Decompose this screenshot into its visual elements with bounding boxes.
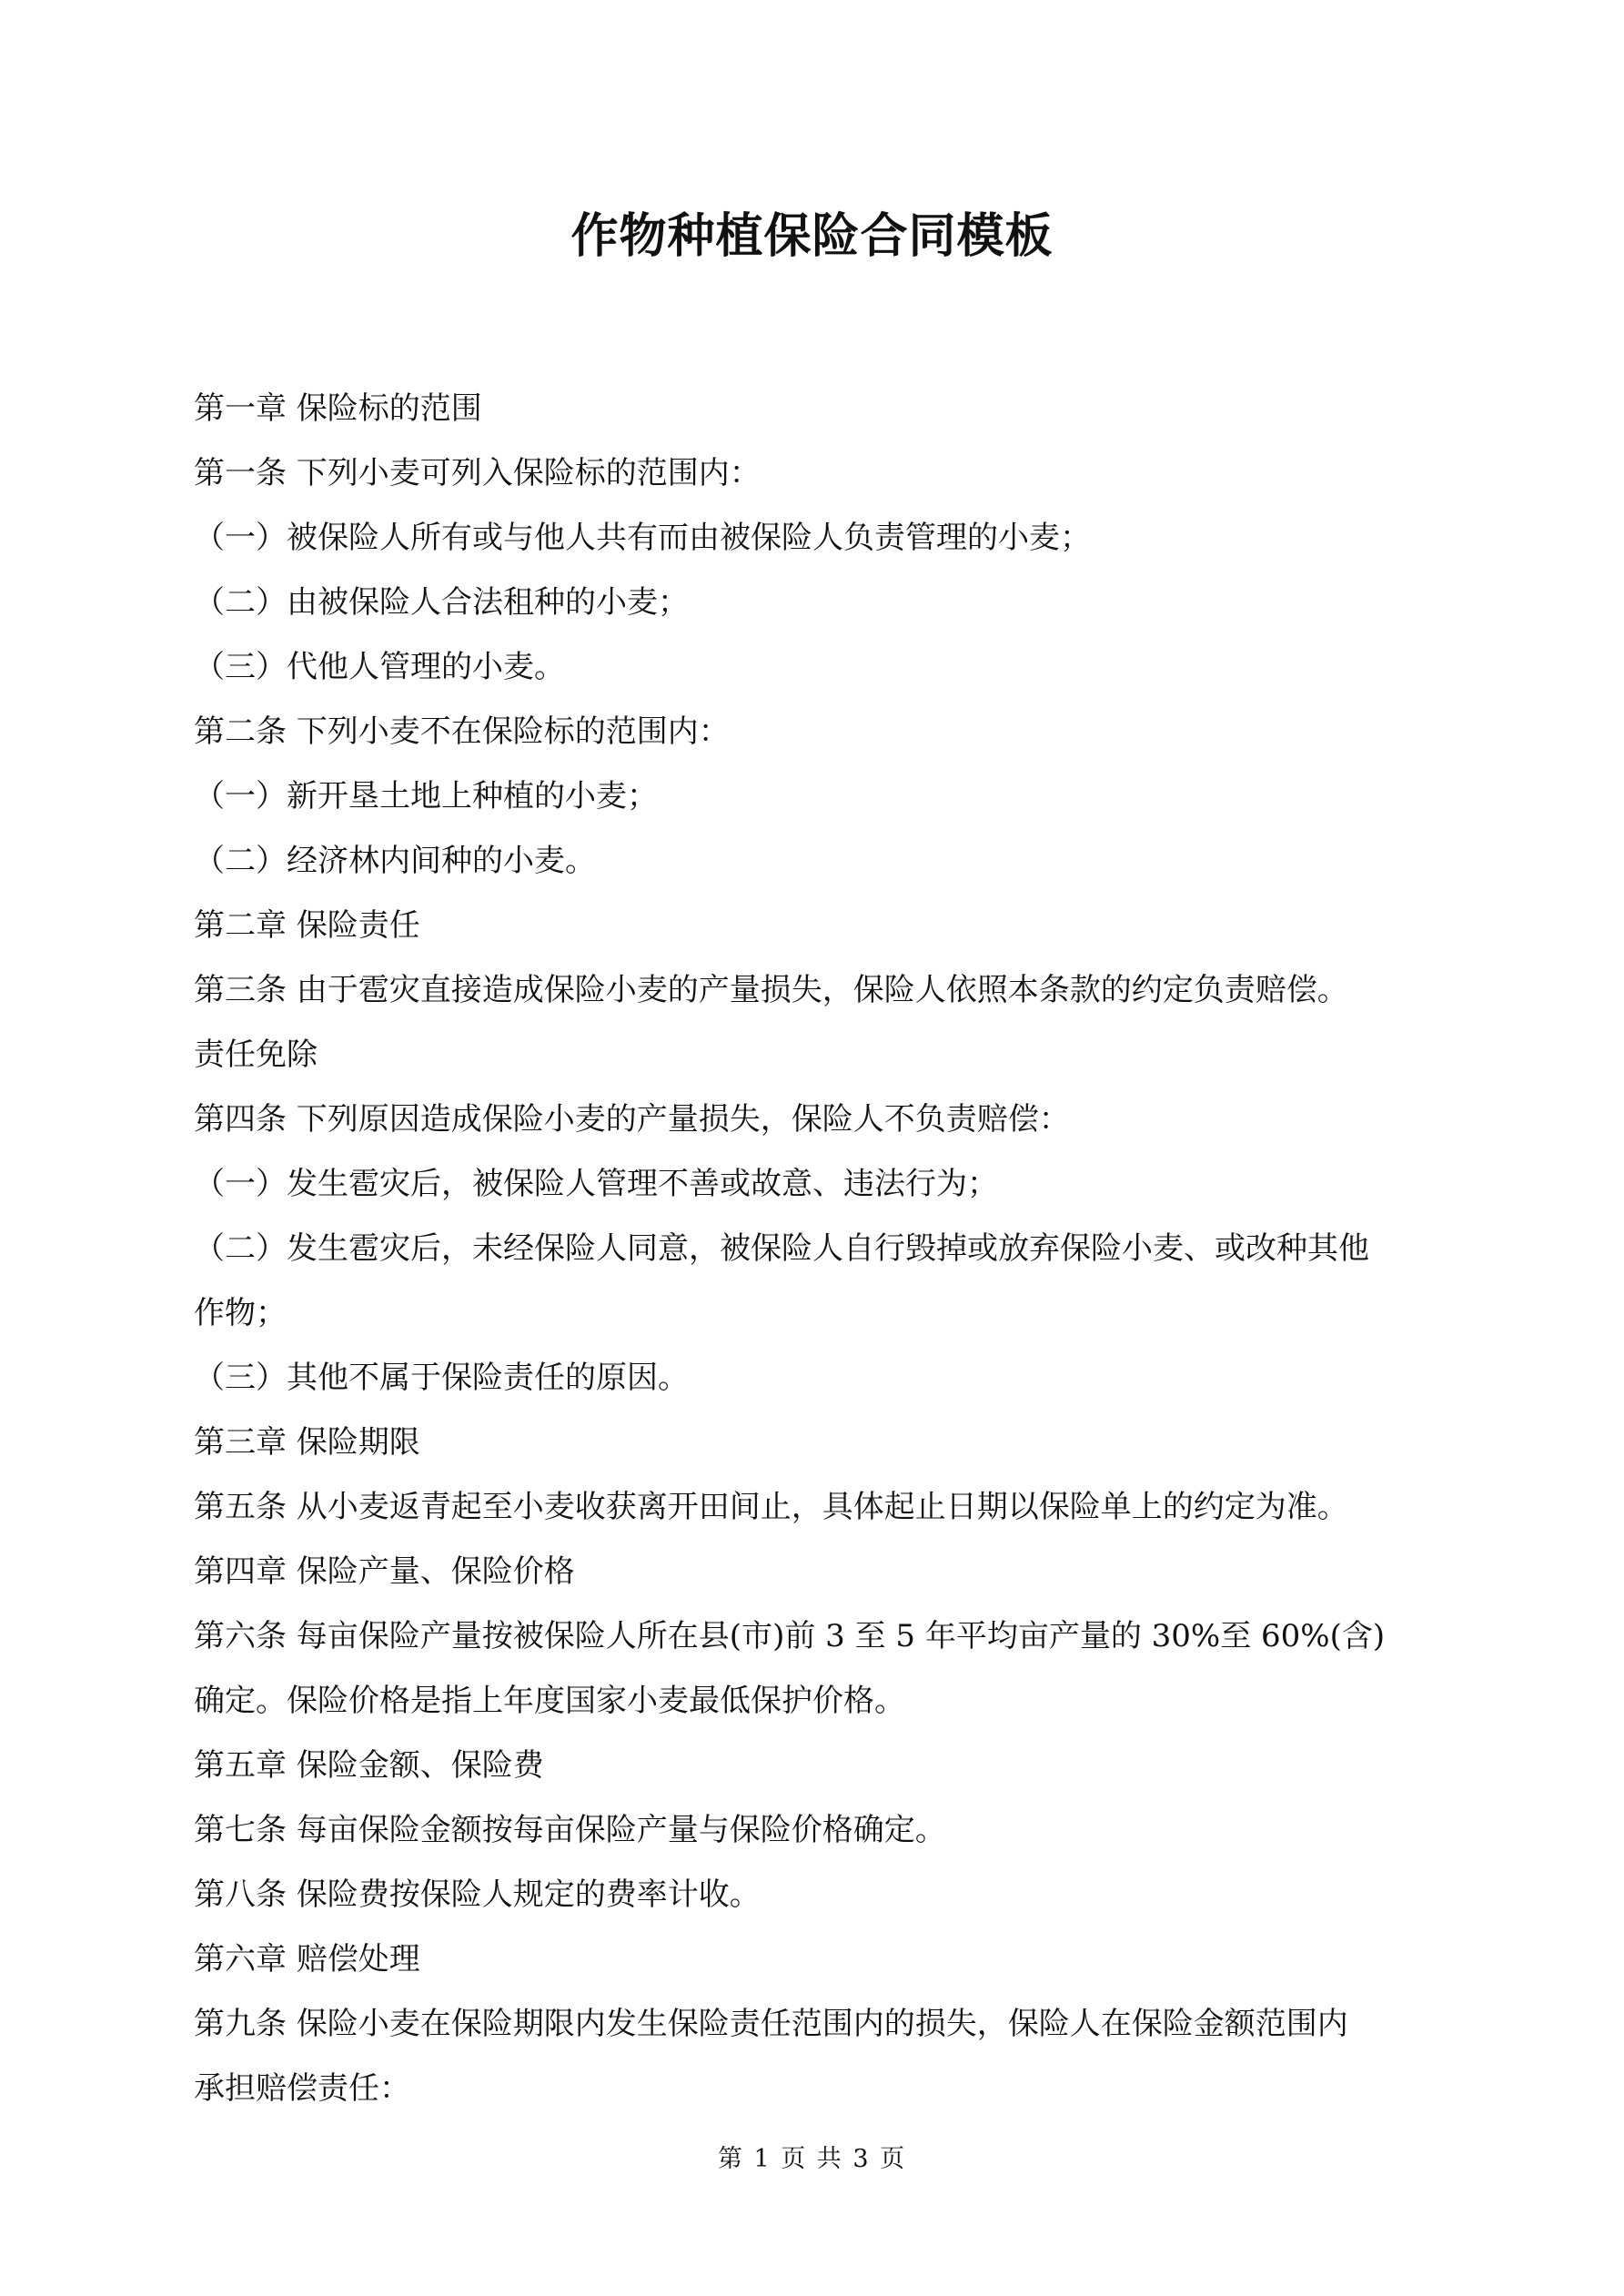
chapter-heading: 第一章 保险标的范围 (194, 390, 482, 427)
article-line: 第七条 每亩保险金额按每亩保险产量与保险价格确定。 (194, 1812, 946, 1848)
article-line: 第二条 下列小麦不在保险标的范围内： (194, 713, 730, 750)
document-body (194, 377, 1449, 2121)
chapter-heading: 第四章 保险产量、保险价格 (194, 1553, 575, 1590)
clause-line: （三）代他人管理的小麦。 (194, 649, 565, 685)
page-number-footer: 第 1 页 共 3 页 (717, 2145, 907, 2173)
document-title: 作物种植保险合同模板 (570, 208, 1054, 264)
article-line-continued: 确定。保险价格是指上年度国家小麦最低保护价格。 (194, 1683, 905, 1719)
clause-line: （三）其他不属于保险责任的原因。 (194, 1360, 689, 1396)
clause-line: （一）发生雹灾后，被保险人管理不善或故意、违法行为； (194, 1166, 998, 1202)
clause-line-continued: 作物； (194, 1295, 287, 1331)
chapter-heading: 第二章 保险责任 (194, 907, 420, 944)
chapter-heading: 第五章 保险金额、保险费 (194, 1747, 544, 1784)
clause-line: （二）由被保险人合法租种的小麦； (194, 584, 689, 621)
article-line: 第一条 下列小麦可列入保险标的范围内： (194, 455, 761, 491)
clause-line: （一）新开垦土地上种植的小麦； (194, 778, 658, 814)
clause-line: （二）发生雹灾后，未经保险人同意，被保险人自行毁掉或放弃保险小麦、或改种其他 (194, 1230, 1369, 1267)
article-line-continued: 承担赔偿责任： (194, 2070, 410, 2107)
article-line: 第四条 下列原因造成保险小麦的产量损失，保险人不负责赔偿： (194, 1101, 1070, 1138)
section-heading: 责任免除 (194, 1037, 318, 1073)
chapter-heading: 第六章 赔偿处理 (194, 1941, 420, 1977)
article-line: 第九条 保险小麦在保险期限内发生保险责任范围内的损失，保险人在保险金额范围内 (194, 2006, 1348, 2042)
article-line: 第八条 保险费按保险人规定的费率计收。 (194, 1876, 761, 1913)
article-line: 第五条 从小麦返青起至小麦收获离开田间止，具体起止日期以保险单上的约定为准。 (194, 1489, 1348, 1525)
clause-line: （二）经济林内间种的小麦。 (194, 843, 596, 879)
clause-line: （一）被保险人所有或与他人共有而由被保险人负责管理的小麦； (194, 520, 1091, 556)
article-line: 第六条 每亩保险产量按被保险人所在县(市)前 3 至 5 年平均亩产量的 30%至 60%(含) (194, 1618, 1386, 1654)
chapter-heading: 第三章 保险期限 (194, 1424, 420, 1461)
article-line: 第三条 由于雹灾直接造成保险小麦的产量损失，保险人依照本条款的约定负责赔偿。 (194, 972, 1348, 1008)
